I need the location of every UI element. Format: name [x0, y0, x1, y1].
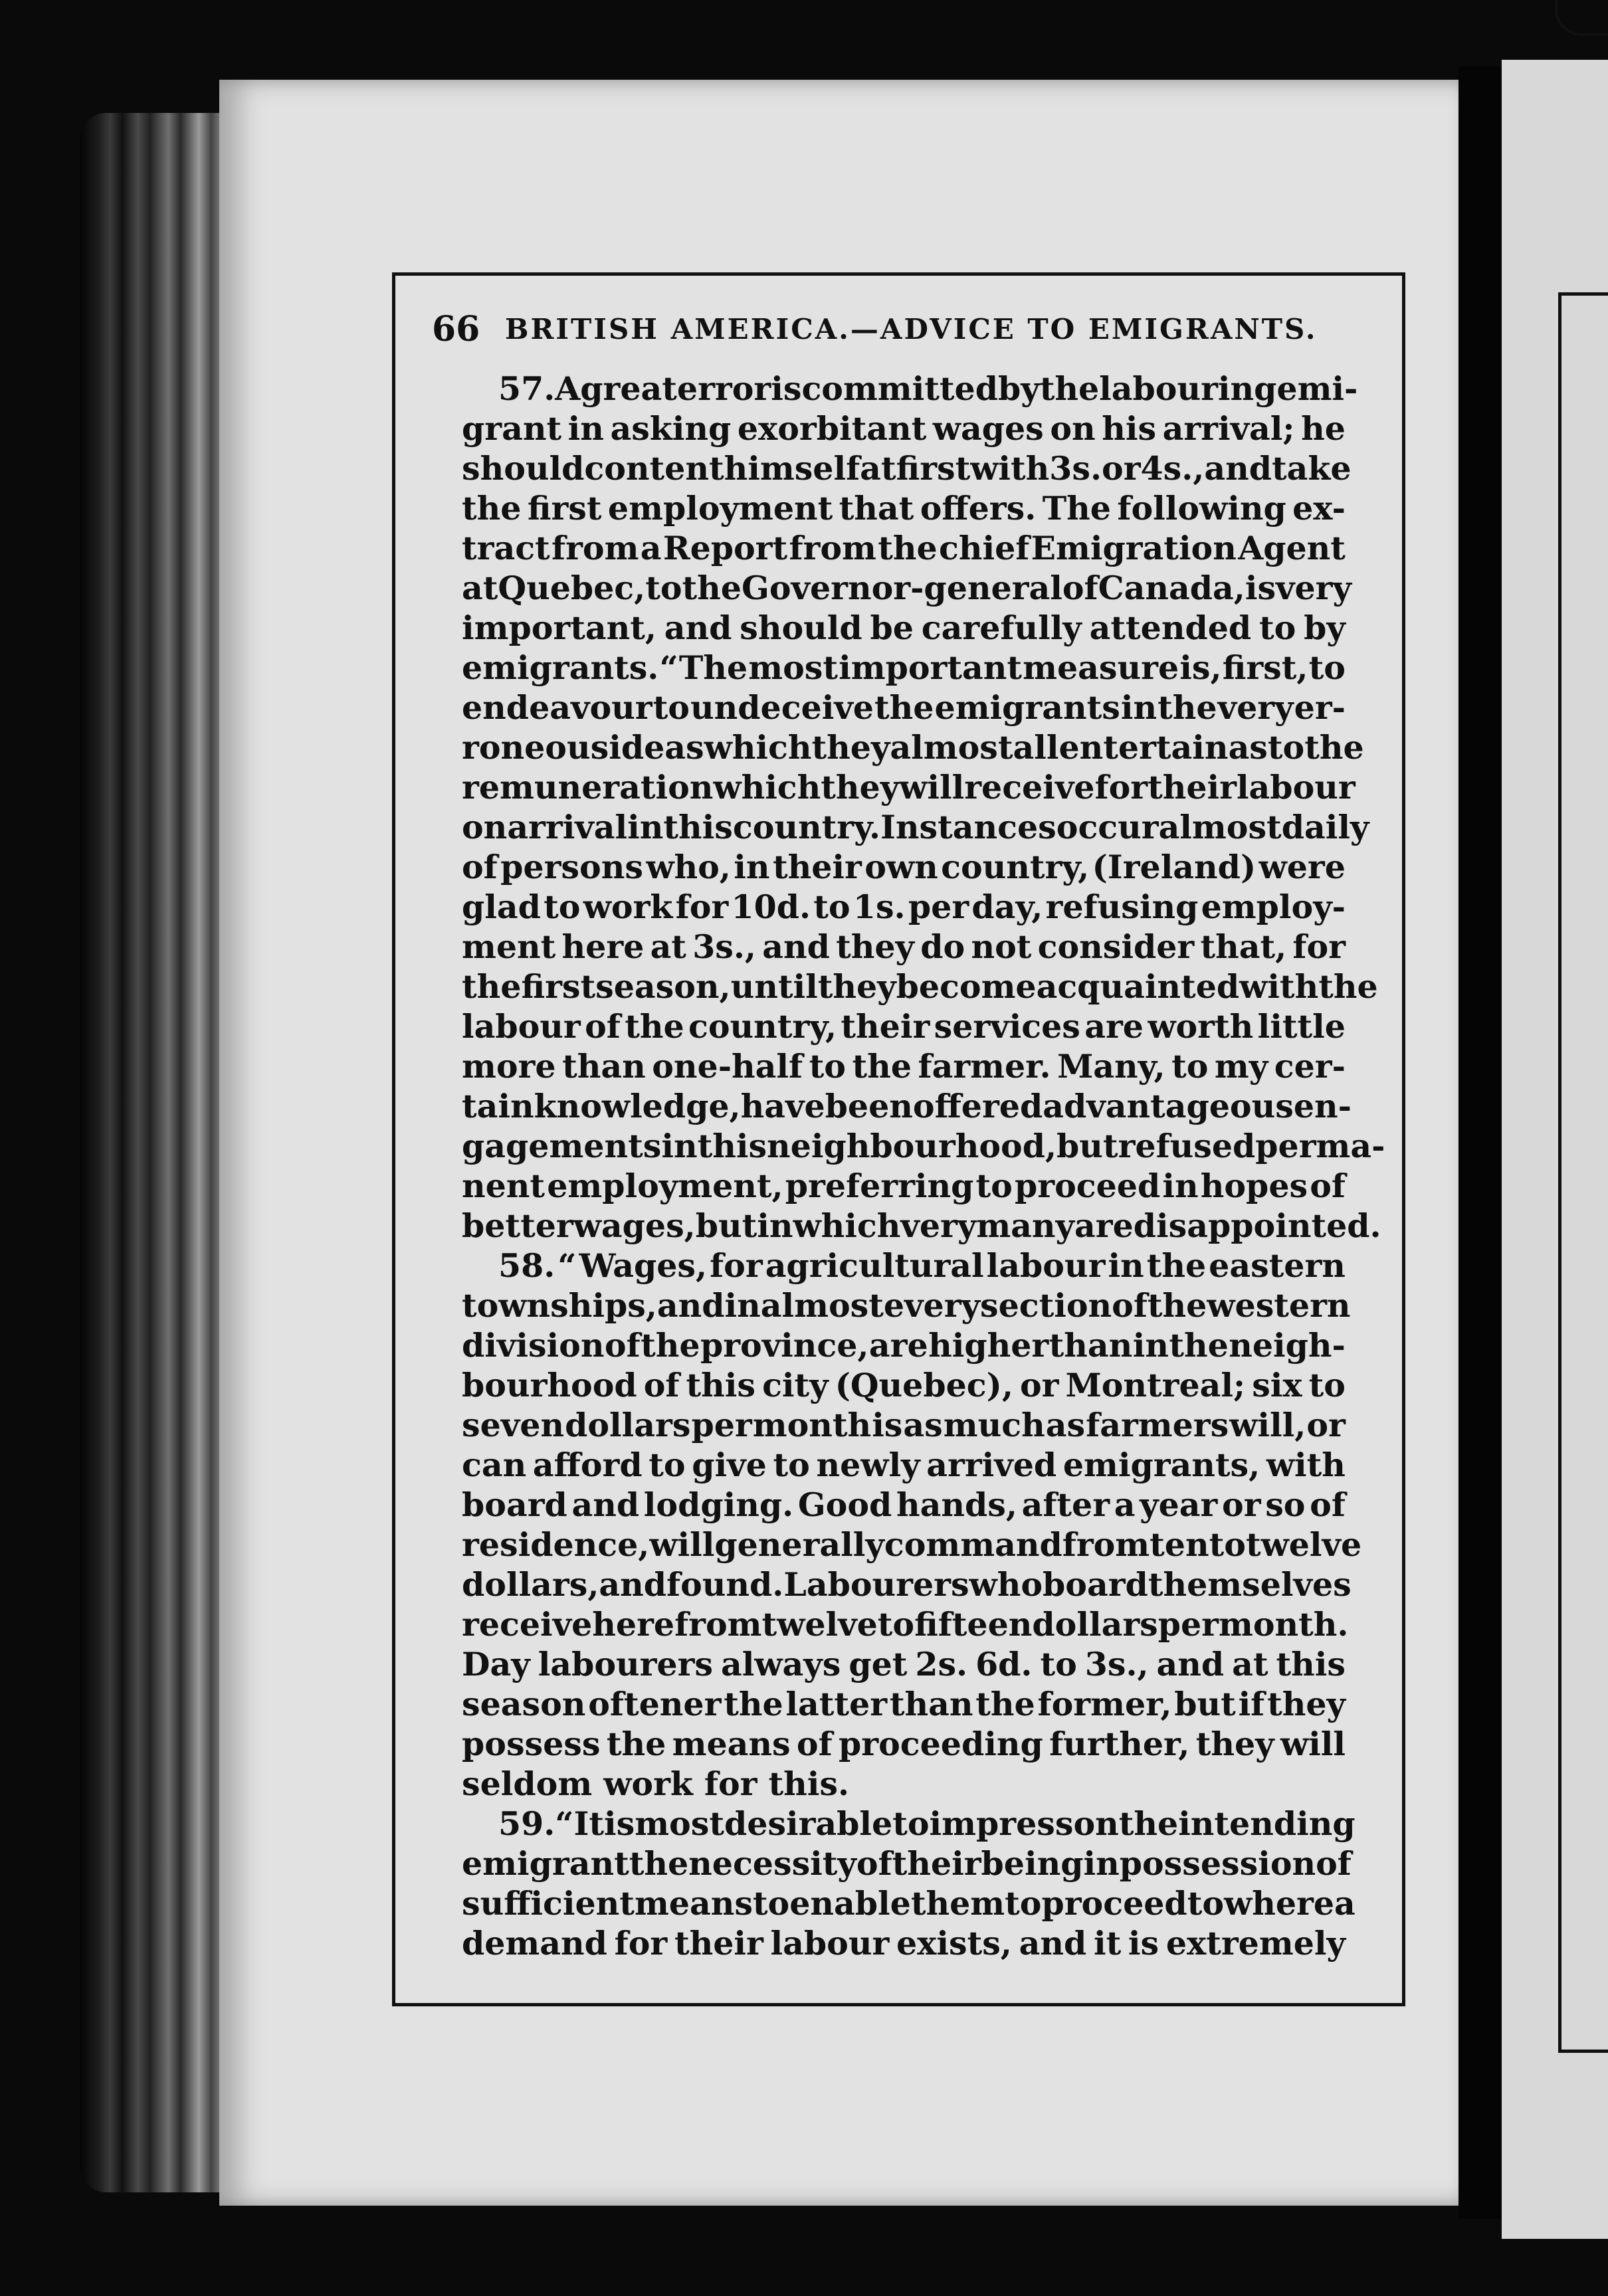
text-line: possess the means of proceeding further, they will: [462, 1725, 1346, 1763]
text-line: tain knowledge, have been offered advantageous en-: [462, 1087, 1352, 1125]
text-line: roneous ideas which they almost all entertain as to the: [462, 728, 1364, 767]
text-line: of persons who, in their own country, (Ireland) were: [462, 848, 1346, 886]
text-line: the first season, until they become acquainted with the: [462, 967, 1378, 1006]
text-line: seldom work for this.: [462, 1765, 850, 1803]
corner-mark: [1555, 0, 1608, 36]
text-line: board and lodging. Good hands, after a year or so of: [462, 1485, 1346, 1524]
text-line: glad to work for 10d. to 1s. per day, refusing employ-: [462, 888, 1346, 926]
text-line: seven dollars per month is as much as farmers will, or: [462, 1406, 1346, 1444]
text-line: season oftener the latter than the former, but if they: [462, 1685, 1346, 1723]
text-line: sufficient means to enable them to proceed to where a: [462, 1884, 1356, 1923]
adjacent-page-frame: [1558, 292, 1608, 2053]
text-line: Day labourers always get 2s. 6d. to 3s., and at this: [462, 1645, 1346, 1683]
text-line: on arrival in this country. Instances occur almost daily: [462, 808, 1369, 846]
text-line: can afford to give to newly arrived emigrants, with: [462, 1446, 1346, 1484]
text-line: bourhood of this city (Quebec), or Montreal; six to: [462, 1366, 1346, 1404]
text-line: should content himself at first with 3s. or 4s., and take: [462, 449, 1352, 488]
book-page-edges: [80, 113, 233, 2192]
text-line: division of the province, are higher than in the neigh-: [462, 1326, 1346, 1365]
text-line: remuneration which they will receive for their labour: [462, 768, 1356, 807]
page-number: 66: [432, 308, 480, 349]
text-line: townships, and in almost every section of the western: [462, 1286, 1351, 1325]
text-line: important, and should be carefully attended to by: [462, 609, 1346, 647]
text-line: dollars, and found. Labourers who board themselves: [462, 1565, 1352, 1604]
text-line: ment here at 3s., and they do not consider that, for: [462, 927, 1346, 966]
text-line: 57. A great error is committed by the labouring emi-: [498, 369, 1358, 408]
printed-frame: [392, 272, 1405, 2006]
text-line: nent employment, preferring to proceed in hopes of: [462, 1167, 1346, 1205]
body-text: [462, 369, 1385, 1963]
text-line: demand for their labour exists, and it is extremely: [462, 1924, 1346, 1962]
text-line: the first employment that offers. The following ex-: [462, 489, 1346, 527]
text-line: better wages, but in which very many are disappointed.: [462, 1206, 1381, 1245]
text-line: residence, will generally command from ten to twelve: [462, 1525, 1362, 1564]
text-line: 58. “ Wages, for agricultural labour in the eastern: [498, 1246, 1346, 1285]
text-line: at Quebec, to the Governor-general of Canada, is very: [462, 569, 1352, 607]
text-line: tract from a Report from the chief Emigration Agent: [462, 529, 1346, 567]
page-header: [432, 302, 1369, 355]
running-head: BRITISH AMERICA.—ADVICE TO EMIGRANTS.: [505, 312, 1318, 345]
text-line: endeavour to undeceive the emigrants in the very er-: [462, 688, 1346, 727]
text-line: gagements in this neighbourhood, but refused perma-: [462, 1127, 1385, 1165]
text-line: grant in asking exorbitant wages on his arrival; he: [462, 409, 1346, 448]
text-line: emigrant the necessity of their being in possession of: [462, 1844, 1352, 1883]
text-line: 59. “ It is most desirable to impress on the intending: [498, 1804, 1356, 1843]
text-line: labour of the country, their services are worth little: [462, 1007, 1346, 1046]
text-line: receive here from twelve to fifteen dollars per month.: [462, 1605, 1349, 1644]
book-gutter: [1458, 66, 1505, 2219]
text-line: more than one-half to the farmer. Many, to my cer-: [462, 1047, 1346, 1086]
text-line: emigrants. “ The most important measure is, first, to: [462, 648, 1346, 687]
